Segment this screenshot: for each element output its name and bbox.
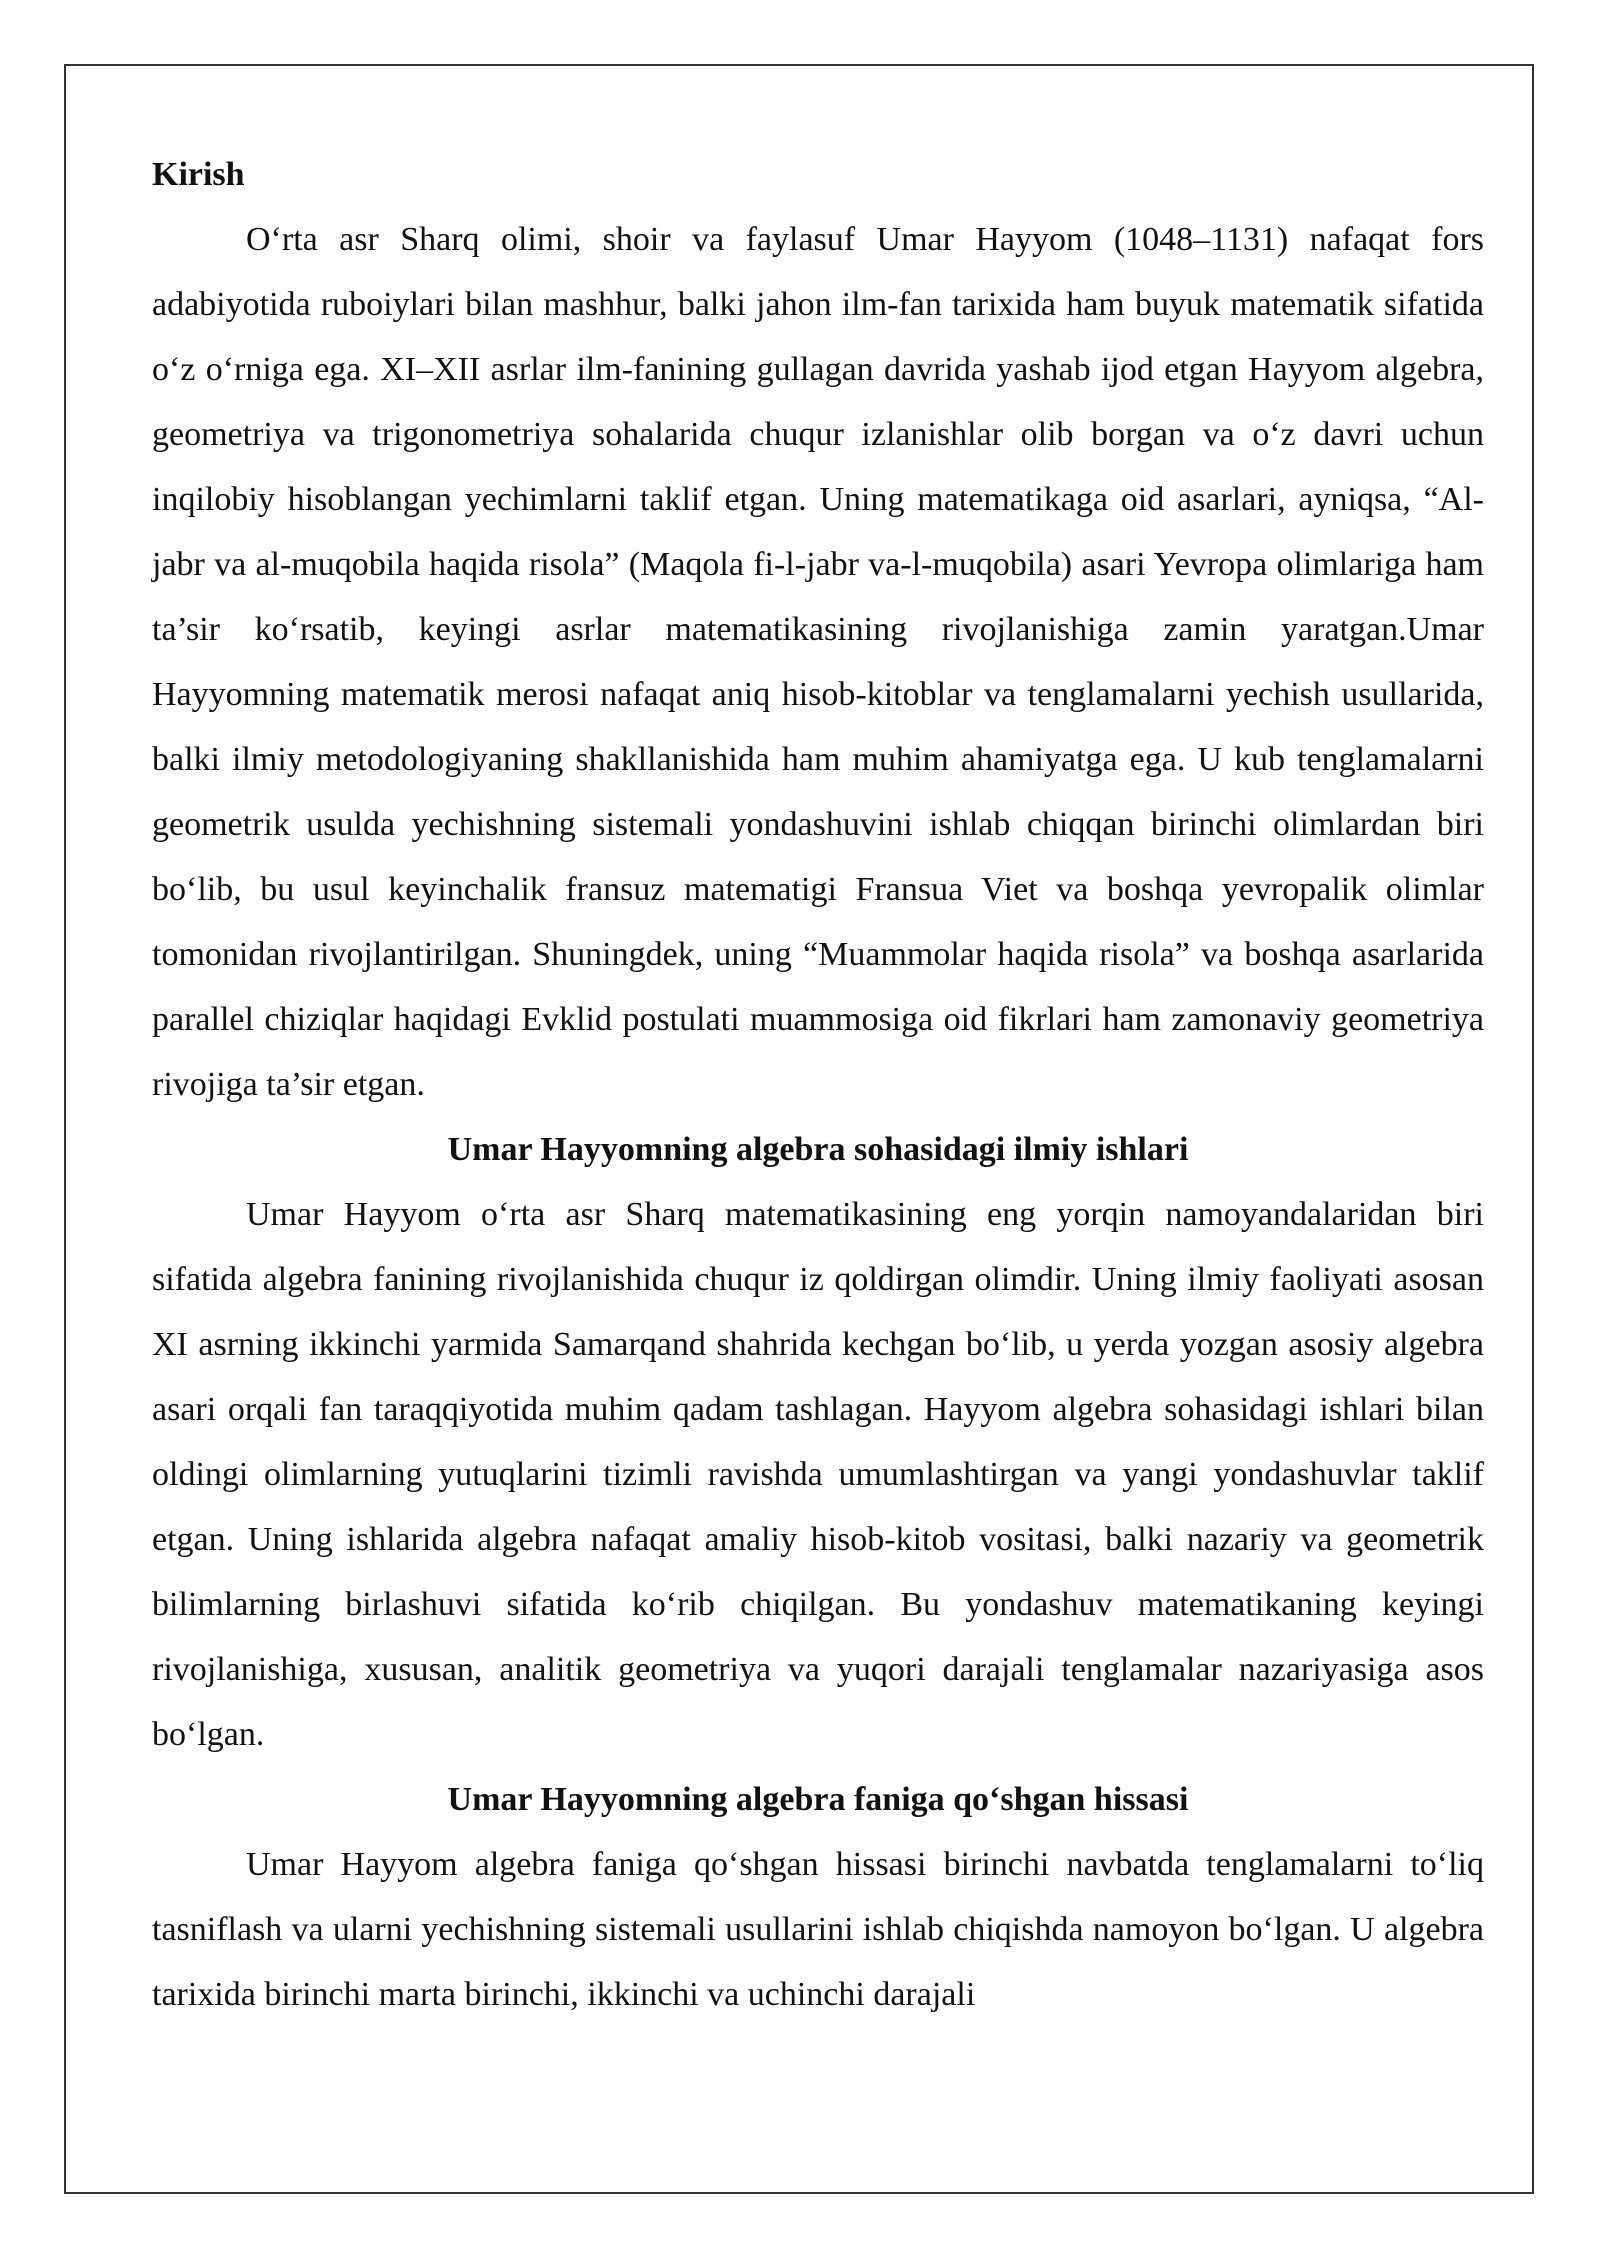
document-body xyxy=(152,142,1484,2027)
section-title-intro: Kirish xyxy=(152,156,245,193)
paragraph-intro: O‘rta asr Sharq olimi, shoir va faylasuf Umar Hayyom (1048–1131) nafaqat fors adabiyotida ruboiylari bilan mashhur, balki jahon ilm-fan tarixida ham buyuk matematik sifatida o‘z o‘rniga ega. XI–XII asrlar ilm-fanining gullagan davrida yashab ijod etgan Hayyom algebra, geometriya va trigonometriya sohalarida chuqur izlanishlar olib borgan va o‘z davri uchun inqilobiy hisoblangan yechimlarni taklif etgan. Uning matematikaga oid asarlari, ayniqsa, “Al-jabr va al-muqobila haqida risola” (Maqola fi-l-jabr va-l-muqobila) asari Yevropa olimlariga ham ta’sir ko‘rsatib, keyingi asrlar matematikasining rivojlanishiga zamin yaratgan.Umar Hayyomning matematik merosi nafaqat aniq hisob-kitoblar va tenglamalarni yechish usullarida, balki ilmiy metodologiyaning shakllanishida ham muhim ahamiyatga ega. U kub tenglamalarni geometrik usulda yechishning sistemali yondashuvini ishlab chiqqan birinchi olimlardan biri bo‘lib, bu usul keyinchalik fransuz matematigi Fransua Viet va boshqa yevropalik olimlar tomonidan rivojlantirilgan. Shuningdek, uning “Muammolar haqida risola” va boshqa asarlarida parallel chiziqlar haqidagi Evklid postulati muammosiga oid fikrlari ham zamonaviy geometriya rivojiga ta’sir etgan. xyxy=(152,221,1484,1103)
paragraph-algebra-works: Umar Hayyom o‘rta asr Sharq matematikasining eng yorqin namoyandalaridan biri sifatida algebra fanining rivojlanishida chuqur iz qoldirgan olimdir. Uning ilmiy faoliyati asosan XI asrning ikkinchi yarmida Samarqand shahrida kechgan bo‘lib, u yerda yozgan asosiy algebra asari orqali fan taraqqiyotida muhim qadam tashlagan. Hayyom algebra sohasidagi ishlari bilan oldingi olimlarning yutuqlarini tizimli ravishda umumlashtirgan va yangi yondashuvlar taklif etgan. Uning ishlarida algebra nafaqat amaliy hisob-kitob vositasi, balki nazariy va geometrik bilimlarning birlashuvi sifatida ko‘rib chiqilgan. Bu yondashuv matematikaning keyingi rivojlanishiga, xususan, analitik geometriya va yuqori darajali tenglamalar nazariyasiga asos bo‘lgan. xyxy=(152,1196,1484,1753)
section-title-algebra-works: Umar Hayyomning algebra sohasidagi ilmiy ishlari xyxy=(447,1131,1189,1168)
paragraph-contribution: Umar Hayyom algebra faniga qo‘shgan hissasi birinchi navbatda tenglamalarni to‘liq tasniflash va ularni yechishning sistemali usullarini ishlab chiqishda namoyon bo‘lgan. U algebra tarixida birinchi marta birinchi, ikkinchi va uchinchi darajali xyxy=(152,1846,1484,2013)
section-title-contribution: Umar Hayyomning algebra faniga qo‘shgan hissasi xyxy=(447,1781,1189,1818)
